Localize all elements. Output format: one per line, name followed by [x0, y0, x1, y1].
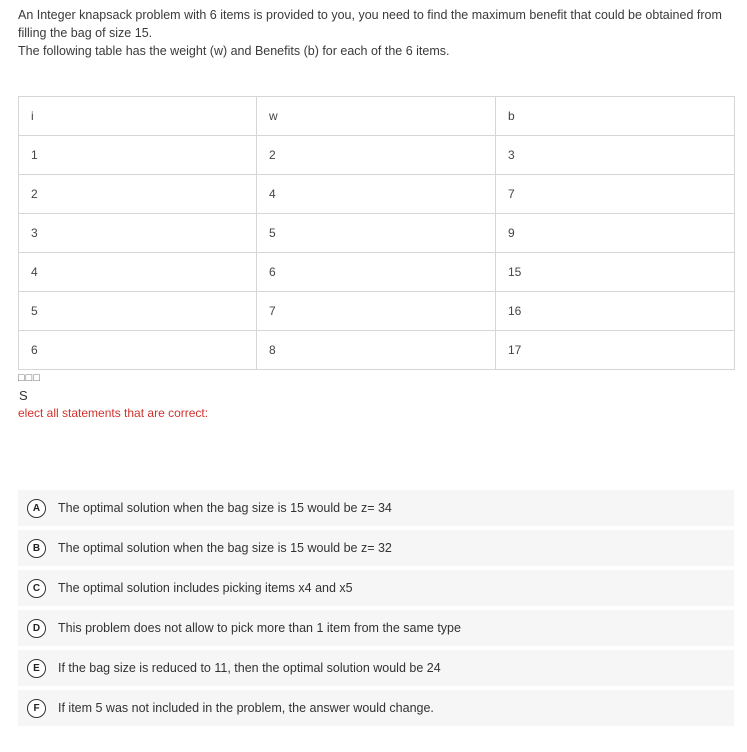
table-row — [19, 292, 735, 331]
question-line-2: The following table has the weight (w) and Benefits (b) for each of the 6 items. — [18, 44, 450, 58]
option-text: If the bag size is reduced to 11, then the optimal solution would be 24 — [58, 661, 441, 675]
option-text: This problem does not allow to pick more than 1 item from the same type — [58, 621, 461, 635]
table-cell: 16 — [496, 292, 735, 331]
option-letter-badge: C — [27, 579, 46, 598]
option-b[interactable] — [18, 530, 734, 566]
table-cell: 6 — [19, 331, 257, 370]
table-cell: 5 — [257, 214, 496, 253]
option-e[interactable] — [18, 650, 734, 686]
option-letter-badge: E — [27, 659, 46, 678]
table-cell: 7 — [257, 292, 496, 331]
option-letter-badge: D — [27, 619, 46, 638]
table-row — [19, 175, 735, 214]
table-row — [19, 253, 735, 292]
table-cell: 9 — [496, 214, 735, 253]
option-letter-badge: F — [27, 699, 46, 718]
option-d[interactable] — [18, 610, 734, 646]
instruction-text: elect all statements that are correct: — [18, 406, 209, 420]
table-cell: 2 — [19, 175, 257, 214]
option-a[interactable] — [18, 490, 734, 526]
option-letter-badge: A — [27, 499, 46, 518]
table-row — [19, 331, 735, 370]
table-cell: 2 — [257, 136, 496, 175]
table-cell: 5 — [19, 292, 257, 331]
table-cell: 3 — [496, 136, 735, 175]
table-cell: 8 — [257, 331, 496, 370]
stray-letter: S — [19, 388, 28, 403]
header-cell-b: b — [496, 97, 735, 136]
question-text — [18, 6, 733, 60]
option-c[interactable] — [18, 570, 734, 606]
table-cell: 1 — [19, 136, 257, 175]
answer-options — [18, 490, 734, 730]
weights-benefits-table — [18, 96, 735, 370]
table-cell: 17 — [496, 331, 735, 370]
option-text: The optimal solution when the bag size is 15 would be z= 34 — [58, 501, 392, 515]
table-row — [19, 214, 735, 253]
option-text: The optimal solution includes picking items x4 and x5 — [58, 581, 353, 595]
option-text: The optimal solution when the bag size is 15 would be z= 32 — [58, 541, 392, 555]
table-cell: 6 — [257, 253, 496, 292]
question-line-1: An Integer knapsack problem with 6 items is provided to you, you need to find the maximum benefit that could be obtained from filling the bag of size 15. — [18, 8, 722, 40]
garbled-glyphs: □□□ — [18, 372, 41, 384]
header-cell-w: w — [257, 97, 496, 136]
table-header-row — [19, 97, 735, 136]
option-f[interactable] — [18, 690, 734, 726]
table-row — [19, 136, 735, 175]
header-cell-i: i — [19, 97, 257, 136]
table-cell: 4 — [19, 253, 257, 292]
table-cell: 15 — [496, 253, 735, 292]
option-text: If item 5 was not included in the problem, the answer would change. — [58, 701, 434, 715]
table-cell: 3 — [19, 214, 257, 253]
table-cell: 7 — [496, 175, 735, 214]
option-letter-badge: B — [27, 539, 46, 558]
table-cell: 4 — [257, 175, 496, 214]
